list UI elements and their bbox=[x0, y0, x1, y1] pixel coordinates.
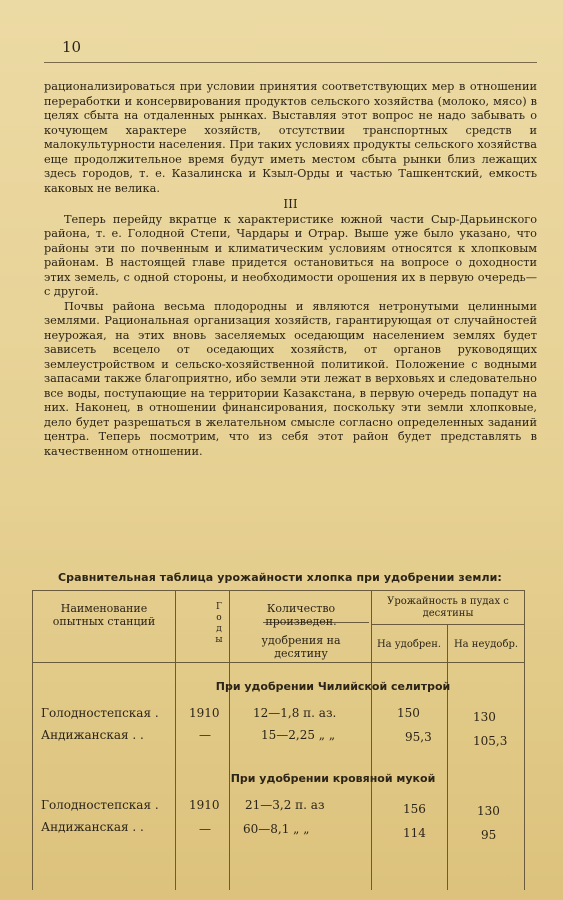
g1-row2-unfertilized: 105,3 bbox=[473, 734, 508, 748]
g1-row1-year: 1910 bbox=[189, 706, 220, 720]
header-station: Наименование опытных станций bbox=[52, 602, 156, 628]
header-rule bbox=[44, 62, 537, 63]
page-number: 10 bbox=[62, 38, 82, 56]
header-amount-top: Количество произведен. bbox=[265, 602, 337, 628]
yield-header-divider bbox=[371, 624, 525, 625]
g2-row1-amount: 21—3,2 п. аз bbox=[245, 798, 325, 812]
g1-row1-fertilized: 150 bbox=[397, 706, 420, 720]
header-fertilized: На удобрен. bbox=[376, 639, 442, 650]
paragraph-1: рационализироваться при условии принятия соответствующих мер в отношении переработки и консервирования продуктов сельского хозяйства (молоко, мясо) в целях сбыта на отдаленных рынках. Выставляя этот вопрос не надо забывать о кочующем характере хозяйств, отсутствии транспортных средств и малокультурности населения. При таких условиях продукты сельского хозяйства еще продолжительное время будут иметь местом сбыта рынки близ лежащих здесь городов, т. е. Казалинска и Кзыл-Орды и частью Ташкентский, емкость каковых не велика. bbox=[44, 80, 537, 195]
g2-row2-year: — bbox=[199, 822, 211, 836]
amount-column-border bbox=[371, 590, 372, 890]
header-year: Г о д ы bbox=[215, 602, 223, 645]
g2-row1-year: 1910 bbox=[189, 798, 220, 812]
group-1-title: При удобрении Чилийской селитрой bbox=[215, 680, 451, 693]
g1-row2-station: Андижанская . . bbox=[41, 728, 144, 742]
yield-table bbox=[32, 590, 525, 890]
table-header-border bbox=[33, 662, 525, 663]
table-right-border bbox=[524, 590, 525, 890]
header-amount-bottom: удобрения на десятину bbox=[261, 634, 341, 660]
section-number: III bbox=[283, 197, 298, 211]
paragraph-3: Почвы района весьма плодородны и являются нетронутыми целинными землями. Рациональная организация хозяйств, гарантирующая от случайностей неурожая, на этих вновь заселяемых оседающим населением землях будет зависеть всецело от оседающих хозяйств, от органов руководящих землеустройством и сельско-хозяйственной политикой. Положение с водными запасами также благоприятно, ибо земли эти лежат в верховьях и следовательно все воды, поступающие на территории Казакстана, в первую очередь попадут на них. Наконец, в отношении финансирования, поскольку эти земли хлопковые, дело будет разрешаться в желательном смысле согласно определенных заданий центра. Теперь посмотрим, что из себя этот район будет представлять в качественном отношении. bbox=[44, 299, 537, 458]
g2-row2-fertilized: 114 bbox=[403, 826, 426, 840]
g2-row2-amount: 60—8,1 „ „ bbox=[243, 822, 310, 836]
g2-row1-unfertilized: 130 bbox=[477, 804, 500, 818]
table-top-border bbox=[33, 590, 525, 591]
group-2-title: При удобрении кровяной мукой bbox=[230, 772, 436, 785]
paragraph-2: Теперь перейду вкратце к характеристике южной части Сыр-Дарьинского района, т. е. Голодной Степи, Чардары и Отрар. Выше уже было указано, что районы эти по почвенным и климатическим условиям относятся к хлопковым районам. В настоящей главе придется остановиться на вопросе о доходности этих земель, с одной стороны, и необходимости орошения их в первую очередь—с другой. bbox=[44, 212, 537, 298]
g2-row1-fertilized: 156 bbox=[403, 802, 426, 816]
station-column-border bbox=[175, 590, 176, 890]
year-column-border bbox=[229, 590, 230, 890]
g2-row1-station: Голодностепская . bbox=[41, 798, 159, 812]
g2-row2-station: Андижанская . . bbox=[41, 820, 144, 834]
g1-row1-unfertilized: 130 bbox=[473, 710, 496, 724]
g2-row2-unfertilized: 95 bbox=[481, 828, 497, 842]
table-title: Сравнительная таблица урожайности хлопка при удобрении земли: bbox=[58, 571, 502, 584]
g1-row2-year: — bbox=[199, 728, 211, 742]
fertilized-column-border bbox=[447, 624, 448, 890]
body-text bbox=[44, 80, 537, 459]
header-yield: Урожайность в пудах с десятины bbox=[387, 596, 509, 619]
header-unfertilized: На неудобр. bbox=[453, 639, 519, 650]
g1-row2-fertilized: 95,3 bbox=[405, 730, 432, 744]
g1-row1-amount: 12—1,8 п. аз. bbox=[253, 706, 337, 720]
g1-row1-station: Голодностепская . bbox=[41, 706, 159, 720]
g1-row2-amount: 15—2,25 „ „ bbox=[261, 728, 336, 742]
